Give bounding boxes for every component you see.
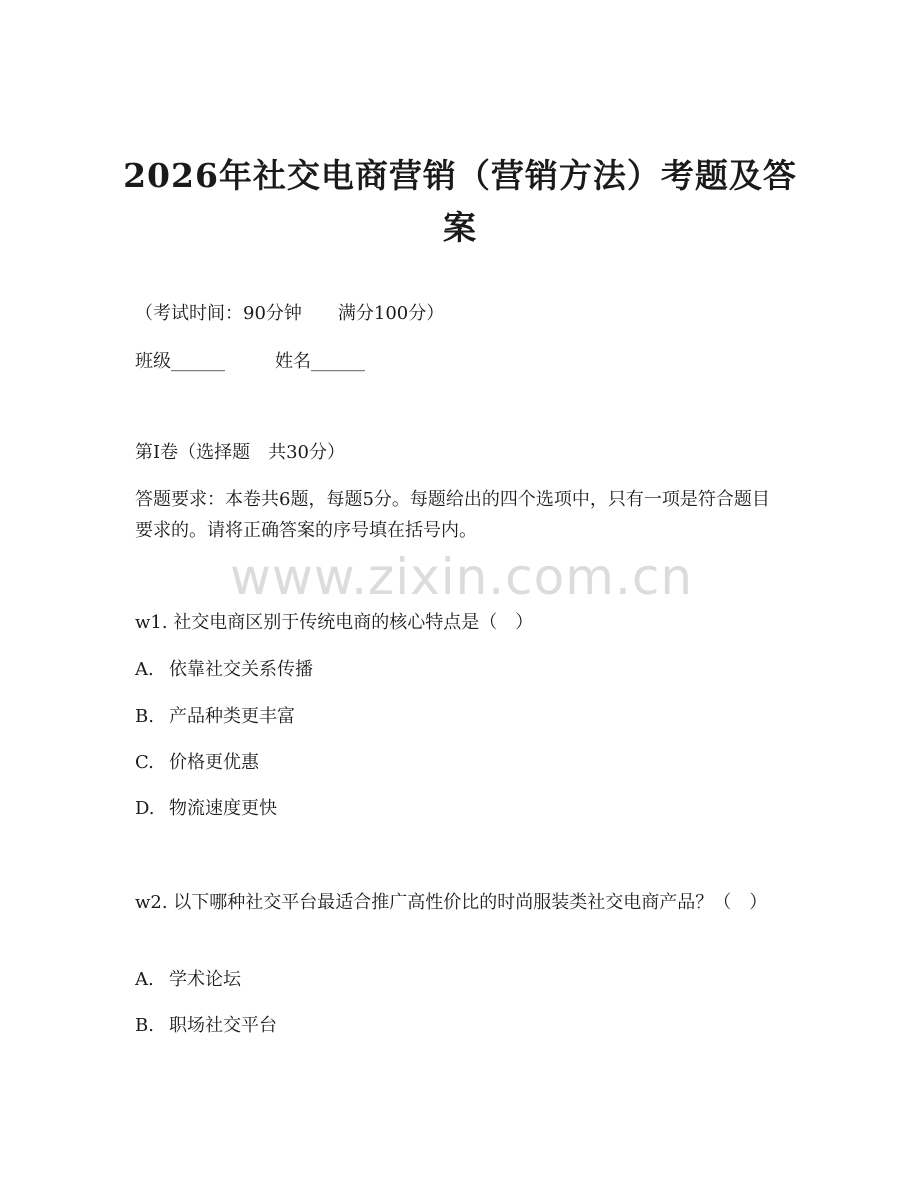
answer-option [135, 797, 277, 821]
name-field-label: 姓名______ [275, 351, 365, 372]
option-letter: D. [135, 798, 155, 819]
exam-info: （考试时间：90分钟 满分100分） [135, 303, 445, 324]
section-heading: 第Ⅰ卷（选择题 共30分） [135, 442, 346, 463]
option-letter: C. [135, 752, 154, 773]
answer-option [135, 658, 313, 682]
option-letter: B. [135, 706, 154, 727]
answer-option [135, 705, 295, 729]
option-letter: B. [135, 1015, 154, 1036]
option-letter: A. [135, 659, 154, 680]
answer-option [135, 968, 241, 992]
class-field-label: 班级______ [135, 351, 225, 372]
question-stem: w2. 以下哪种社交平台最适合推广高性价比的时尚服装类社交电商产品？（ ） [135, 892, 768, 913]
answer-option [135, 751, 259, 775]
option-text: 学术论坛 [169, 969, 241, 990]
option-text: 价格更优惠 [169, 752, 259, 773]
watermark: www.zixin.com.cn [230, 548, 694, 606]
option-text: 产品种类更丰富 [169, 706, 295, 727]
instructions-paragraph: 答题要求：本卷共6题，每题5分。每题给出的四个选项中，只有一项是符合题目要求的。请将正确答案的序号填在括号内。 [135, 489, 770, 541]
document-title: 2026年社交电商营销（营销方法）考题及答案 [123, 156, 797, 247]
option-text: 依靠社交关系传播 [169, 659, 313, 680]
option-text: 职场社交平台 [169, 1015, 277, 1036]
question-stem: w1. 社交电商区别于传统电商的核心特点是（ ） [135, 612, 534, 633]
student-info-row [135, 350, 365, 374]
option-letter: A. [135, 969, 154, 990]
answer-option [135, 1014, 277, 1038]
option-text: 物流速度更快 [169, 798, 277, 819]
